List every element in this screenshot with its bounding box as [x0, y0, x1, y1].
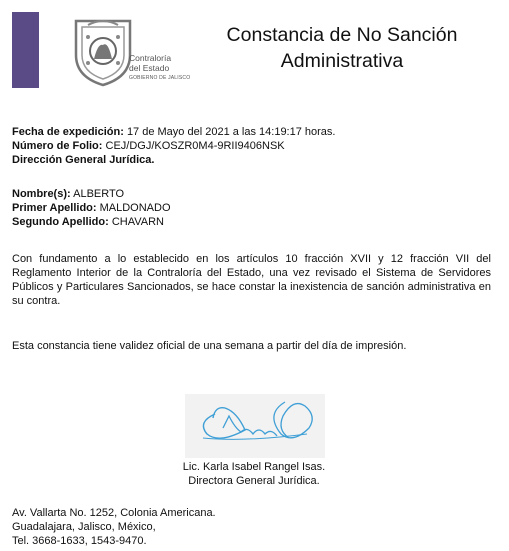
- segundo-apellido-value: CHAVARN: [111, 216, 164, 228]
- nombre-label: Nombre(s):: [12, 188, 71, 200]
- segundo-apellido-row: [12, 215, 164, 229]
- nombre-value: ALBERTO: [73, 188, 125, 200]
- signer-position: Directora General Jurídica.: [188, 475, 320, 487]
- signer-name: Lic. Karla Isabel Rangel Isas.: [182, 461, 326, 473]
- primer-apellido-row: [12, 201, 171, 215]
- jalisco-seal-icon: [68, 15, 138, 87]
- title-line-1: Constancia de No Sanción: [226, 24, 458, 46]
- document-title: [202, 22, 482, 74]
- address-line-3: Tel. 3668-1633, 1543-9470.: [12, 535, 147, 547]
- folio-value: CEJ/DGJ/KOSZR0M4-9RII9406NSK: [105, 140, 285, 152]
- address-line-2: Guadalajara, Jalisco, México,: [12, 521, 156, 533]
- primer-apellido-value: MALDONADO: [99, 202, 171, 214]
- logo-line-3: GOBIERNO DE JALISCO: [129, 75, 191, 81]
- nombre-row: [12, 187, 124, 201]
- address-block: [12, 506, 216, 548]
- logo-line-2: del Estado: [129, 63, 170, 73]
- contraloria-logo: [12, 12, 202, 90]
- numero-folio: [12, 139, 285, 153]
- fecha-label: Fecha de expedición:: [12, 126, 124, 138]
- validity-statement: Esta constancia tiene validez oficial de una semana a partir del día de impresión.: [12, 340, 407, 352]
- address-line-1: Av. Vallarta No. 1252, Colonia Americana.: [12, 507, 216, 519]
- signature-icon: [185, 394, 325, 458]
- signer-block: [150, 460, 358, 488]
- logo-line-1: Contraloría: [129, 53, 172, 63]
- segundo-apellido-label: Segundo Apellido:: [12, 216, 109, 228]
- signature-image: [185, 394, 325, 458]
- direccion-general: Dirección General Jurídica.: [12, 154, 155, 166]
- logo-color-bar: [12, 12, 39, 88]
- logo-text: [129, 53, 190, 83]
- fundamento-paragraph: Con fundamento a lo establecido en los artículos 10 fracción XVII y 12 fracción VII del Reglamento Interior de la Contraloría del Estado, una vez revisado el Sistema de Servidores Públicos y Particulares Sancionados, se hace constar la inexistencia de sanción administrativa en su contra.: [12, 253, 491, 307]
- folio-label: Número de Folio:: [12, 140, 103, 152]
- title-line-2: Administrativa: [280, 50, 404, 72]
- fecha-expedicion: [12, 125, 335, 139]
- fecha-value: 17 de Mayo del 2021 a las 14:19:17 horas.: [126, 126, 336, 138]
- primer-apellido-label: Primer Apellido:: [12, 202, 97, 214]
